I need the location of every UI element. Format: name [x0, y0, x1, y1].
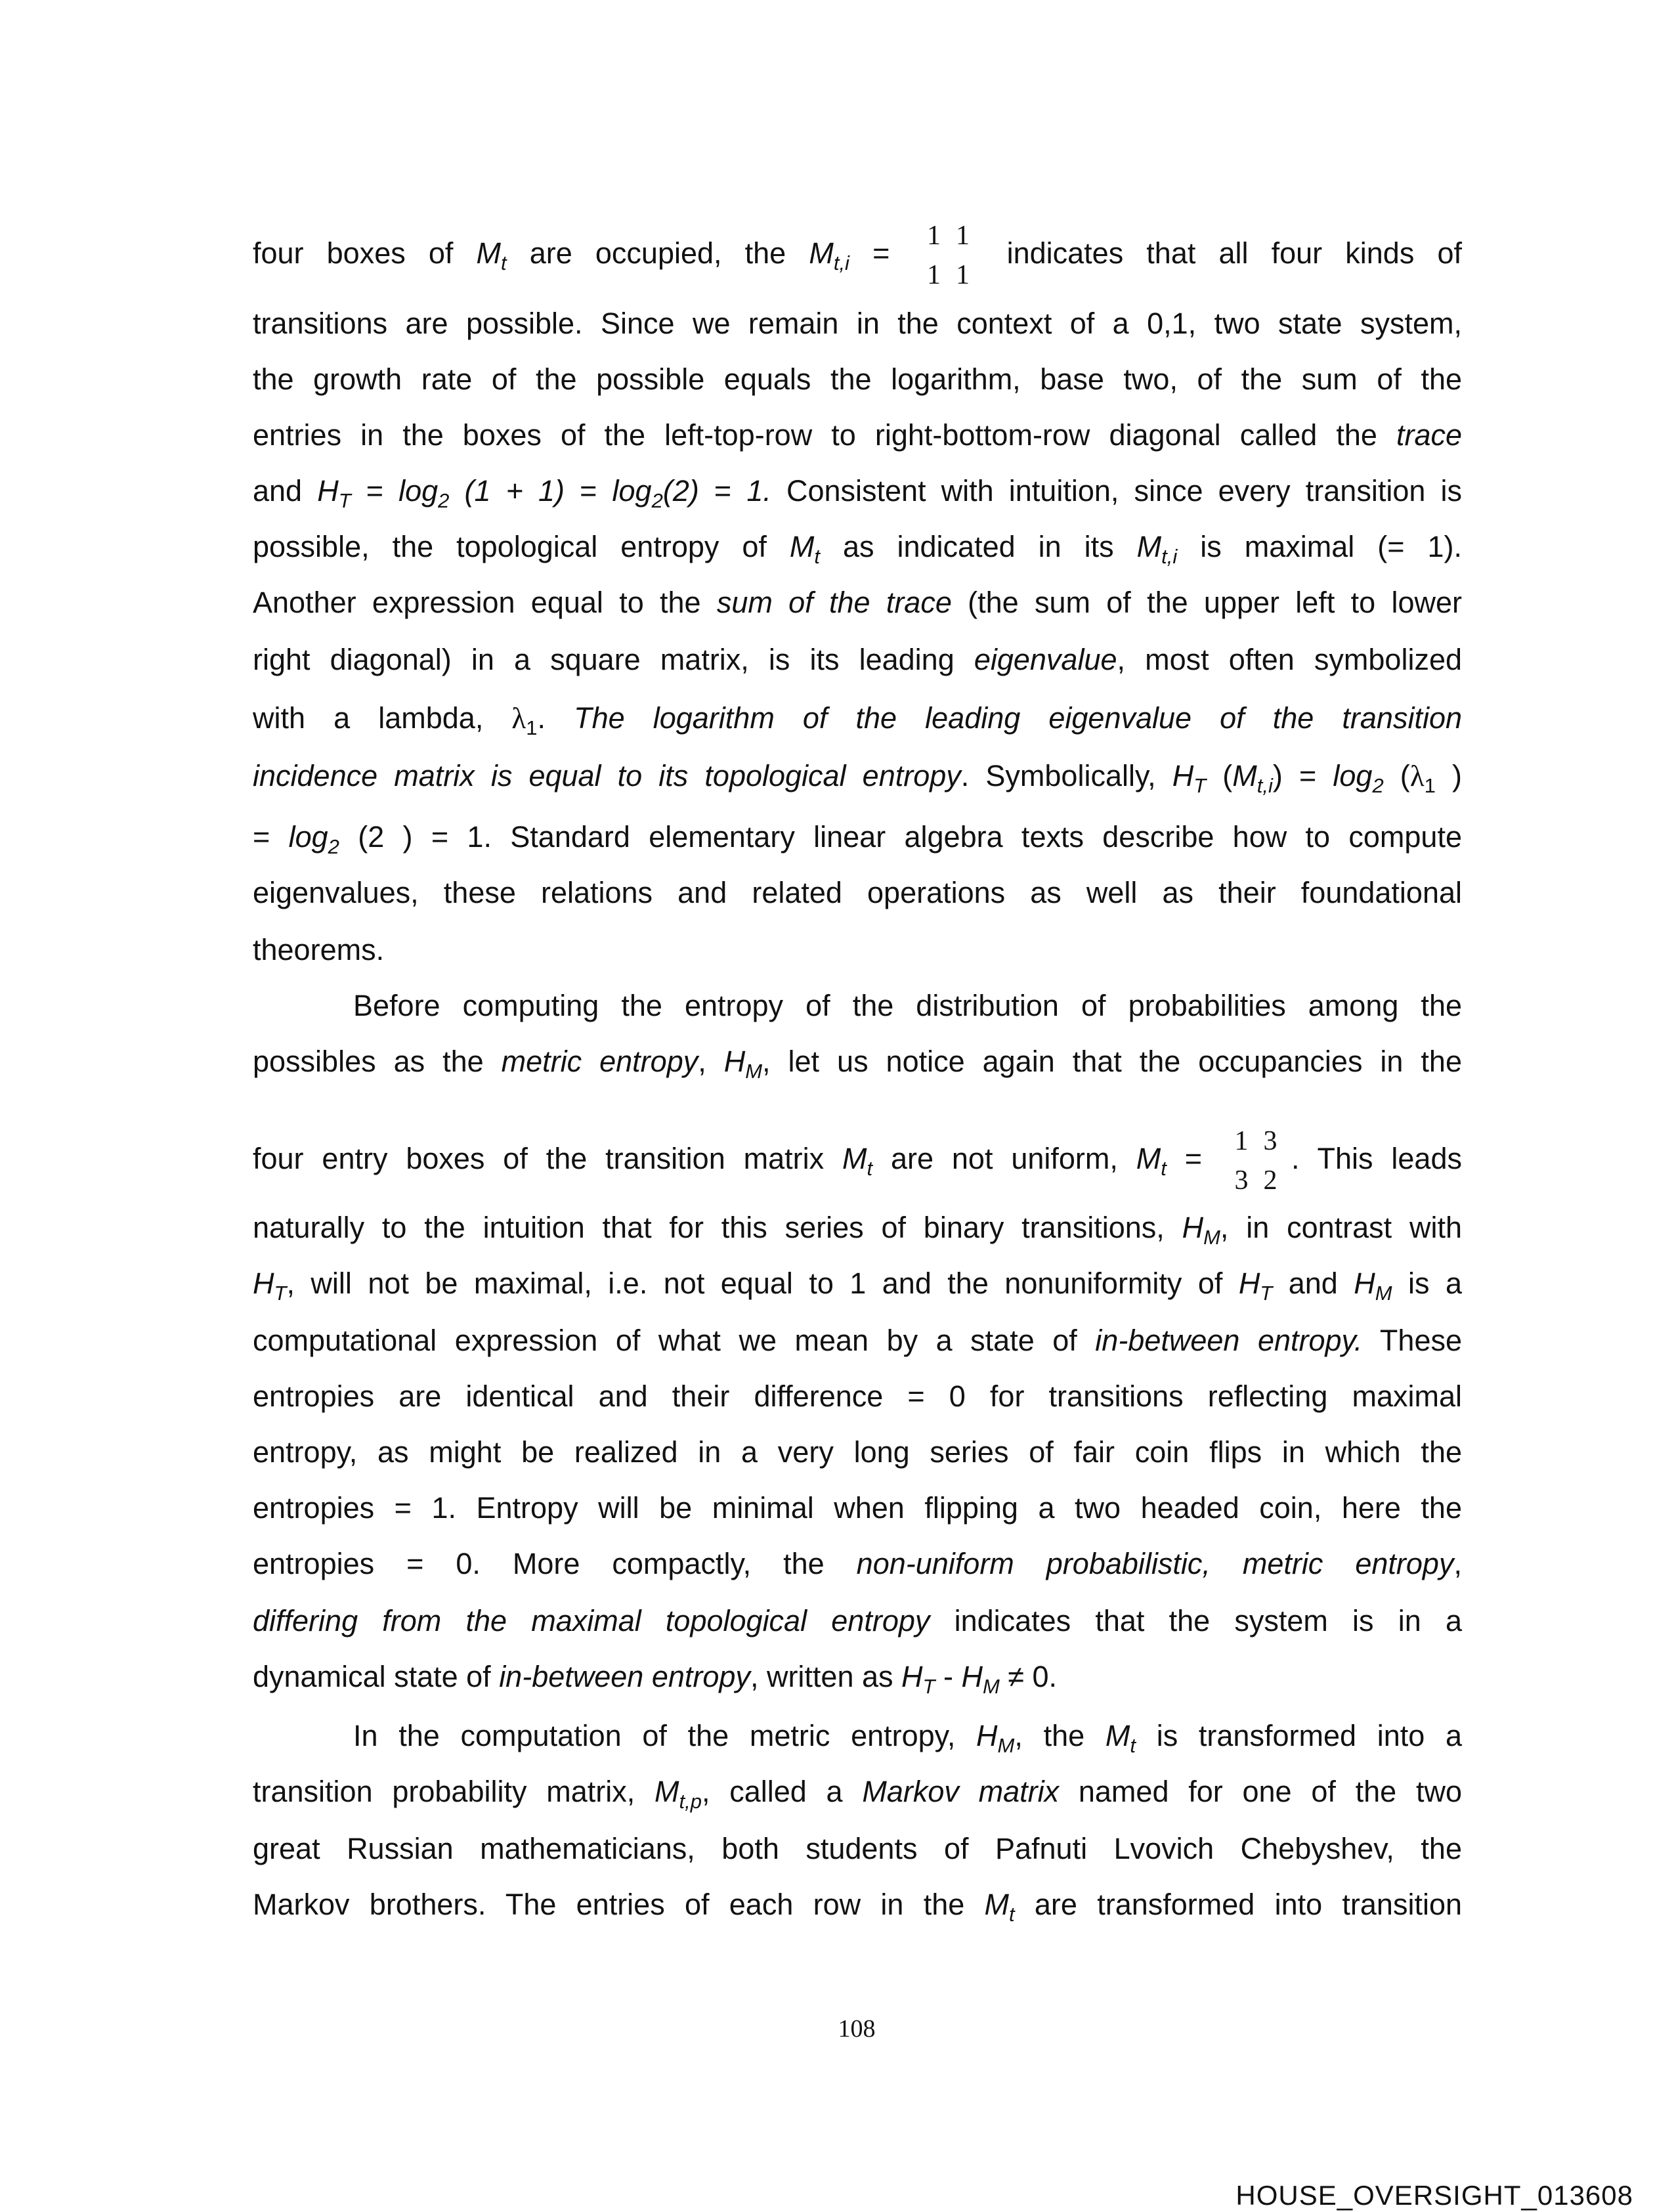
- subscript: M: [997, 1734, 1015, 1757]
- text-run: ,: [698, 1045, 724, 1078]
- italic-text: (1 + 1): [449, 474, 565, 508]
- text-run: In the computation of the metric entropy,: [353, 1719, 977, 1752]
- text-run: -: [935, 1660, 962, 1693]
- text-run: , called a: [701, 1775, 863, 1808]
- text-run: =: [351, 474, 399, 508]
- text-line: [253, 1263, 1462, 1305]
- text-run: indicates that all four kinds of: [983, 236, 1462, 270]
- italic-text: H: [317, 474, 339, 508]
- text-run: =: [253, 820, 289, 854]
- italic-text: H: [901, 1660, 923, 1693]
- italic-text: M: [476, 236, 501, 270]
- italic-text: M: [1232, 759, 1257, 792]
- text-run: Another expression equal to the: [253, 586, 717, 619]
- text-line: [253, 816, 1462, 858]
- italic-text: H: [1182, 1211, 1204, 1244]
- italic-text: trace: [1396, 418, 1462, 452]
- text-run: ≠ 0.: [999, 1660, 1058, 1693]
- text-run: are transformed into transition: [1014, 1888, 1462, 1921]
- italic-text: M: [1105, 1719, 1130, 1752]
- subscript: 1: [1424, 774, 1436, 797]
- text-line: [253, 1656, 1462, 1698]
- text-line: [253, 303, 1462, 345]
- text-run: . This leads: [1291, 1141, 1462, 1175]
- subscript: T: [274, 1282, 287, 1305]
- italic-text: M: [1136, 1141, 1161, 1175]
- italic-text: log: [288, 820, 328, 854]
- text-run: are not uniform,: [872, 1141, 1136, 1175]
- text-line: [253, 1771, 1462, 1813]
- text-run: =: [565, 474, 612, 508]
- subscript: M: [1203, 1226, 1220, 1249]
- text-run: , will not be maximal, i.e. not equal to 1 and the nonuniformity of: [286, 1267, 1239, 1300]
- subscript: T: [1260, 1282, 1273, 1305]
- italic-text: differing from the maximal topological entropy: [253, 1604, 930, 1637]
- text-line: [253, 872, 1462, 914]
- italic-text: H: [253, 1267, 274, 1300]
- text-run: (2 ) = 1. Standard elementary linear algebra texts describe how to compute: [339, 820, 1462, 854]
- italic-text: The logarithm of the leading eigenvalue of the transition: [574, 701, 1462, 735]
- text-run: .: [537, 701, 574, 735]
- text-run: indicates that the system is in a: [930, 1604, 1462, 1637]
- subscript: 2: [1372, 774, 1384, 797]
- italic-text: M: [654, 1775, 679, 1808]
- matrix-row: [1227, 1121, 1285, 1161]
- text-run: Consistent with intuition, since every transition is: [771, 474, 1462, 508]
- text-line: [253, 358, 1462, 401]
- text-run: is transformed into a: [1135, 1719, 1462, 1752]
- matrix-cell: 1: [955, 221, 970, 251]
- matrix-row: [919, 255, 977, 295]
- subscript: M: [1375, 1282, 1392, 1305]
- text-line: [253, 1715, 1462, 1757]
- matrix-cell: 3: [1263, 1126, 1277, 1156]
- text-run: (the sum of the upper left to lower: [951, 586, 1462, 619]
- text-run: possibles as the: [253, 1045, 502, 1078]
- italic-text: H: [1354, 1267, 1375, 1300]
- subscript: T: [338, 489, 351, 512]
- text-run: =: [1166, 1141, 1220, 1175]
- text-run: Markov brothers. The entries of each row in the: [253, 1888, 985, 1921]
- text-line: [253, 526, 1462, 568]
- text-run: and: [1272, 1267, 1354, 1300]
- text-line: [253, 1320, 1462, 1362]
- text-run: as indicated in its: [820, 530, 1137, 563]
- text-run: named for one of the two: [1059, 1775, 1462, 1808]
- text-line: [253, 985, 1462, 1027]
- text-run: =: [849, 236, 913, 270]
- text-line: [253, 582, 1462, 624]
- subscript: t: [1130, 1734, 1136, 1757]
- text-line: [253, 414, 1462, 456]
- text-run: (: [1383, 759, 1410, 792]
- text-run: naturally to the intuition that for this series of binary transitions,: [253, 1211, 1182, 1244]
- text-run: , in contrast with: [1220, 1211, 1462, 1244]
- text-line: [253, 1431, 1462, 1473]
- text-run: ) =: [1272, 759, 1333, 792]
- italic-text: incidence matrix is equal to its topological entropy: [253, 759, 961, 792]
- text-line: [253, 1543, 1462, 1585]
- text-run: eigenvalues, these relations and related operations as well as their foundational: [253, 876, 1462, 909]
- italic-text: M: [984, 1888, 1010, 1921]
- text-run: =: [698, 474, 747, 508]
- text-line: [253, 1041, 1462, 1083]
- italic-text: H: [1172, 759, 1194, 792]
- text-run: Before computing the entropy of the distribution of probabilities among the: [353, 989, 1462, 1022]
- text-run: . Symbolically,: [960, 759, 1172, 792]
- text-run: computational expression of what we mean by a state of: [253, 1324, 1096, 1357]
- italic-text: log: [398, 474, 439, 508]
- italic-text: M: [809, 236, 834, 270]
- text-run: ,: [1453, 1547, 1462, 1580]
- matrix-row: [919, 216, 977, 255]
- italic-text: in-between entropy.: [1095, 1324, 1363, 1357]
- text-run: transitions are possible. Since we remain in the context of a 0,1, two state system,: [253, 307, 1462, 340]
- text-run: , let us notice again that the occupancies in the: [762, 1045, 1462, 1078]
- italic-text: M: [842, 1141, 867, 1175]
- text-line: [253, 1207, 1462, 1249]
- matrix: [1227, 1121, 1285, 1200]
- italic-text: log: [612, 474, 652, 508]
- text-line: [253, 1600, 1462, 1642]
- matrix-cell: 1: [955, 260, 970, 290]
- subscript: t,p: [679, 1790, 702, 1813]
- text-line: [253, 216, 1462, 290]
- text-run: (: [1206, 759, 1233, 792]
- text-run: , written as: [750, 1660, 902, 1693]
- subscript: t: [1161, 1156, 1167, 1180]
- text-line: [253, 1121, 1462, 1196]
- page-number: 108: [838, 2015, 876, 2043]
- matrix: [919, 216, 977, 295]
- italic-text: non-uniform probabilistic, metric entropy: [856, 1547, 1454, 1580]
- text-line: [253, 929, 1462, 971]
- text-run: and: [253, 474, 318, 508]
- subscript: T: [1193, 774, 1207, 797]
- subscript: 2: [651, 489, 663, 512]
- matrix-cell: 2: [1263, 1165, 1277, 1196]
- text-run: great Russian mathematicians, both students of Pafnuti Lvovich Chebyshev, the: [253, 1832, 1462, 1865]
- text-run: possible, the topological entropy of: [253, 530, 790, 563]
- italic-text: M: [789, 530, 815, 563]
- matrix-cell: 1: [926, 221, 941, 251]
- italic-text: 1.: [746, 474, 771, 508]
- text-run: four boxes of: [253, 236, 477, 270]
- text-run: entropy, as might be realized in a very long series of fair coin flips in which the: [253, 1435, 1462, 1469]
- text-run: transition probability matrix,: [253, 1775, 655, 1808]
- text-run: is maximal (= 1).: [1177, 530, 1462, 563]
- italic-text: (2): [662, 474, 699, 508]
- subscript: 2: [328, 835, 339, 858]
- italic-text: M: [1136, 530, 1162, 563]
- subscript: t: [501, 251, 507, 274]
- text-line: [253, 639, 1462, 681]
- italic-text: sum of the trace: [716, 586, 952, 619]
- italic-text: Markov matrix: [862, 1775, 1060, 1808]
- subscript: 2: [438, 489, 450, 512]
- matrix-row: [1227, 1161, 1285, 1200]
- text-run: entropies are identical and their difference = 0 for transitions reflecting maximal: [253, 1379, 1462, 1413]
- subscript: M: [982, 1675, 1000, 1698]
- italic-text: log: [1333, 759, 1373, 792]
- text-run: theorems.: [253, 933, 385, 966]
- text-run: are occupied, the: [506, 236, 809, 270]
- text-line: [253, 1487, 1462, 1529]
- text-line: [253, 755, 1462, 797]
- text-run: entropies = 1. Entropy will be minimal when flipping a two headed coin, here the: [253, 1491, 1462, 1525]
- subscript: t: [1009, 1903, 1015, 1926]
- italic-text: eigenvalue: [974, 643, 1117, 676]
- subscript: t: [867, 1156, 873, 1180]
- text-line: [253, 1828, 1462, 1870]
- subscript: 1: [526, 716, 538, 739]
- matrix-cell: 1: [1234, 1126, 1249, 1156]
- text-run: the growth rate of the possible equals the logarithm, base two, of the sum of the: [253, 362, 1462, 396]
- bates-footer: HOUSE_OVERSIGHT_013608: [1235, 2180, 1633, 2211]
- text-run: λ: [511, 702, 526, 735]
- italic-text: H: [723, 1045, 746, 1078]
- text-line: [253, 470, 1462, 512]
- subscript: T: [922, 1675, 935, 1698]
- text-run: entropies = 0. More compactly, the: [253, 1547, 857, 1580]
- italic-text: H: [1238, 1267, 1260, 1300]
- text-run: right diagonal) in a square matrix, is its leading: [253, 643, 974, 676]
- text-run: dynamical state of: [253, 1660, 500, 1693]
- text-line: [253, 1376, 1462, 1418]
- italic-text: metric entropy: [501, 1045, 698, 1078]
- text-run: , most often symbolized: [1117, 643, 1462, 676]
- matrix-cell: 3: [1234, 1165, 1249, 1196]
- text-run: , the: [1014, 1719, 1105, 1752]
- text-run: with a lambda,: [253, 701, 512, 735]
- subscript: t: [814, 545, 820, 568]
- italic-text: in-between entropy: [499, 1660, 750, 1693]
- text-run: is a: [1392, 1267, 1463, 1300]
- text-line: [253, 1884, 1462, 1926]
- subscript: t,i: [1161, 545, 1178, 568]
- text-line: [253, 697, 1462, 739]
- text-run: λ: [1409, 760, 1425, 792]
- subscript: t,i: [1256, 774, 1273, 797]
- text-run: ): [1435, 759, 1462, 792]
- text-run: These: [1362, 1324, 1462, 1357]
- subscript: t,i: [833, 251, 849, 274]
- subscript: M: [745, 1060, 763, 1083]
- matrix-cell: 1: [926, 260, 941, 290]
- text-run: entries in the boxes of the left-top-row to right-bottom-row diagonal called the: [253, 418, 1396, 452]
- italic-text: H: [961, 1660, 983, 1693]
- text-run: four entry boxes of the transition matrix: [253, 1141, 842, 1175]
- italic-text: H: [976, 1719, 998, 1752]
